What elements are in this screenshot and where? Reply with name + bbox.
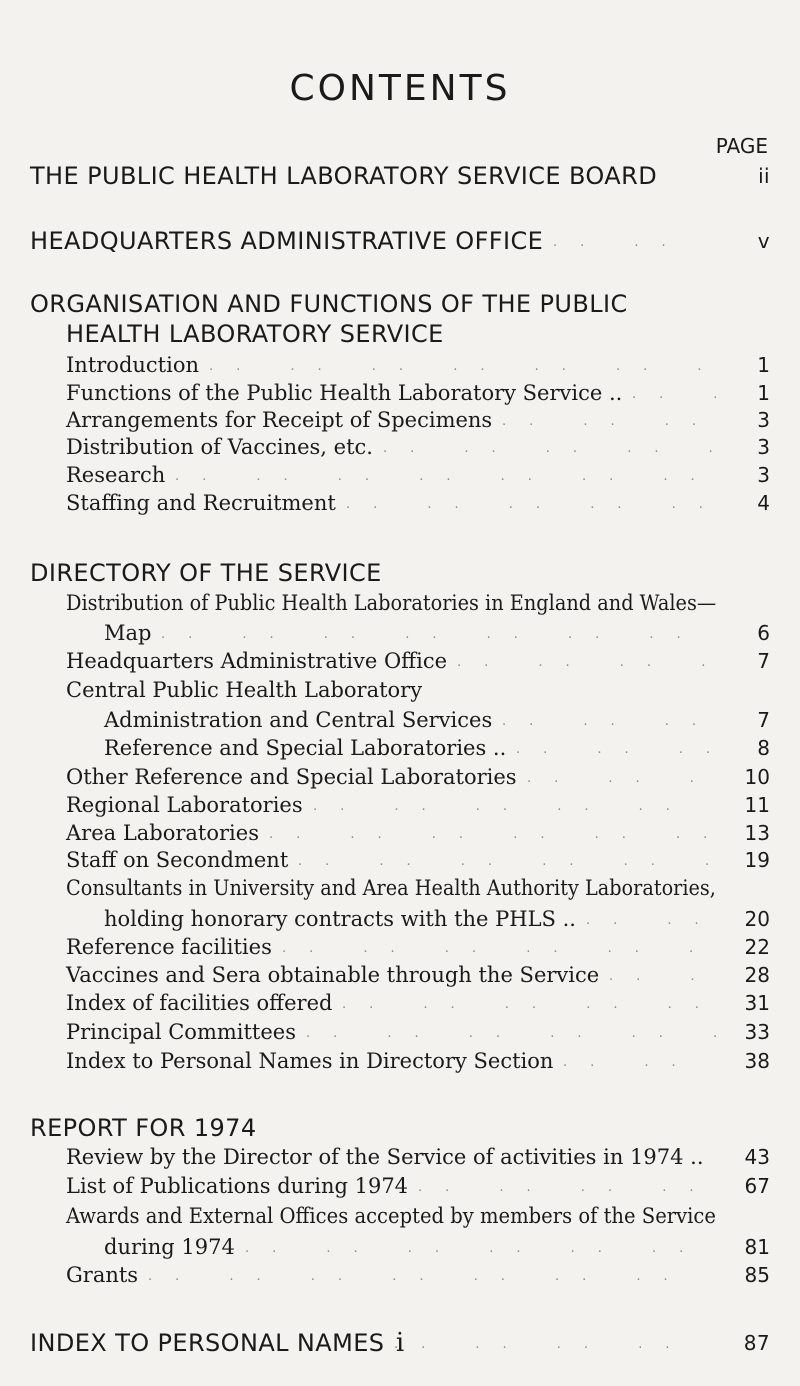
dot-leader — [496, 405, 716, 435]
page-number: 3 — [757, 408, 770, 432]
toc-entry — [0, 1260, 800, 1290]
dot-leader — [603, 960, 716, 990]
entry-title: Staff on Secondment — [66, 848, 289, 872]
dot-leader — [142, 1260, 716, 1290]
page-number: 43 — [744, 1145, 770, 1169]
page-title: CONTENTS — [289, 68, 511, 109]
entry-title: Introduction — [66, 353, 199, 377]
toc-section-heading — [0, 288, 800, 320]
dot-leader — [239, 1232, 716, 1262]
dot-leader — [580, 904, 716, 934]
toc-entry — [0, 378, 800, 408]
toc-entry — [0, 818, 800, 848]
entry-title: Reference facilities — [66, 935, 272, 959]
entry-title: Headquarters Administrative Office — [66, 649, 448, 673]
page-number-footer: i — [395, 1328, 405, 1358]
toc-section-heading — [0, 318, 800, 350]
entry-title: Consultants in University and Area Health Authority Laboratories, — [66, 876, 716, 900]
entry-title: Staffing and Recruitment — [66, 491, 336, 515]
toc-entry — [0, 488, 800, 518]
page-number: 67 — [744, 1174, 770, 1198]
dot-leader — [626, 378, 716, 408]
entry-title: Awards and External Offices accepted by members of the Service — [66, 1204, 716, 1228]
page-number: 3 — [757, 463, 770, 487]
section-title: HEADQUARTERS ADMINISTRATIVE OFFICE — [30, 227, 544, 255]
page-number: ii — [758, 164, 770, 188]
toc-entry — [0, 405, 800, 435]
page-number: 1 — [757, 353, 770, 377]
page-number: v — [757, 229, 770, 253]
dot-leader — [510, 733, 716, 763]
page-number: 20 — [744, 907, 770, 931]
entry-title: Central Public Health Laboratory — [66, 678, 423, 702]
toc-entry — [0, 705, 800, 735]
dot-leader — [557, 1046, 716, 1076]
entry-title: Index to Personal Names in Directory Section — [66, 1049, 554, 1073]
dot-leader — [300, 1017, 716, 1047]
toc-entry — [0, 932, 800, 962]
dot-leader — [521, 762, 716, 792]
entry-title: Distribution of Public Health Laboratories in England and Wales— — [66, 591, 717, 615]
toc-entry — [0, 588, 800, 618]
dot-leader — [451, 646, 716, 676]
toc-entry — [0, 960, 800, 990]
entry-title: Regional Laboratories — [66, 793, 303, 817]
toc-entry — [0, 1046, 800, 1076]
entry-title: Grants — [66, 1263, 139, 1287]
toc-entry — [0, 1232, 800, 1262]
entry-title: holding honorary contracts with the PHLS .. — [104, 907, 576, 931]
page-column-header: PAGE — [715, 134, 768, 158]
entry-title: Research — [66, 463, 166, 487]
dot-leader — [203, 350, 716, 380]
section-title: INDEX TO PERSONAL NAMES — [30, 1329, 385, 1357]
entry-title: Functions of the Public Health Laboratory Service .. — [66, 381, 623, 405]
toc-entry — [0, 904, 800, 934]
toc-entry — [0, 1142, 800, 1172]
entry-title: Vaccines and Sera obtainable through the Service — [66, 963, 600, 987]
entry-title: during 1974 — [104, 1235, 235, 1259]
dot-leader — [307, 790, 716, 820]
toc-entry — [0, 845, 800, 875]
toc-entry — [0, 790, 800, 820]
toc-entry — [0, 733, 800, 763]
page-number: 7 — [757, 708, 770, 732]
page-number: 13 — [744, 821, 770, 845]
page-number: 8 — [757, 736, 770, 760]
page-number: 81 — [744, 1235, 770, 1259]
toc-entry — [0, 873, 800, 903]
page-number: 1 — [757, 381, 770, 405]
entry-title: Area Laboratories — [66, 821, 259, 845]
toc-entry — [0, 618, 800, 648]
page-number: 31 — [744, 991, 770, 1015]
toc-entry — [0, 1201, 800, 1231]
entry-title: Administration and Central Services — [104, 708, 493, 732]
page-number: 38 — [744, 1049, 770, 1073]
toc-section-heading — [0, 557, 800, 589]
dot-leader — [547, 225, 716, 257]
page-number: 6 — [757, 621, 770, 645]
page-number: 11 — [744, 793, 770, 817]
section-title: ORGANISATION AND FUNCTIONS OF THE PUBLIC — [30, 290, 628, 318]
dot-leader — [155, 618, 716, 648]
toc-entry — [0, 646, 800, 676]
entry-title: Review by the Director of the Service of activities in 1974 .. — [66, 1145, 704, 1169]
toc-section-heading — [0, 1112, 800, 1144]
entry-title: Index of facilities offered — [66, 991, 333, 1015]
toc-entry — [0, 988, 800, 1018]
page-number: 28 — [744, 963, 770, 987]
dot-leader — [340, 488, 716, 518]
toc-entry — [0, 350, 800, 380]
toc-entry — [0, 432, 800, 462]
dot-leader — [412, 1171, 716, 1201]
section-title: THE PUBLIC HEALTH LABORATORY SERVICE BOARD — [30, 162, 658, 190]
toc-section-heading — [0, 225, 800, 257]
entry-title: Distribution of Vaccines, etc. — [66, 435, 373, 459]
page-number: 33 — [744, 1020, 770, 1044]
page-number: 3 — [757, 435, 770, 459]
toc-entry — [0, 1171, 800, 1201]
toc-entry — [0, 675, 800, 705]
toc-entry — [0, 460, 800, 490]
page-number: 19 — [744, 848, 770, 872]
dot-leader — [169, 460, 716, 490]
entry-title: Principal Committees — [66, 1020, 297, 1044]
entry-title: Other Reference and Special Laboratories — [66, 765, 517, 789]
dot-leader — [292, 845, 716, 875]
page-number: 4 — [757, 491, 770, 515]
dot-leader — [263, 818, 716, 848]
entry-title: Map — [104, 621, 152, 645]
entry-title: Arrangements for Receipt of Specimens — [66, 408, 493, 432]
page-number: 22 — [744, 935, 770, 959]
section-title: HEALTH LABORATORY SERVICE — [66, 320, 444, 348]
toc-entry — [0, 1017, 800, 1047]
toc-entry — [0, 762, 800, 792]
page-number: 85 — [744, 1263, 770, 1287]
dot-leader — [276, 932, 716, 962]
dot-leader — [496, 705, 716, 735]
entry-title: List of Publications during 1974 — [66, 1174, 409, 1198]
dot-leader — [336, 988, 716, 1018]
page-number: 87 — [743, 1331, 770, 1355]
section-title: DIRECTORY OF THE SERVICE — [30, 559, 382, 587]
dot-leader — [377, 432, 716, 462]
entry-title: Reference and Special Laboratories .. — [104, 736, 507, 760]
page-number: 10 — [744, 765, 770, 789]
page-number: 7 — [757, 649, 770, 673]
section-title: REPORT FOR 1974 — [30, 1114, 257, 1142]
toc-section-heading — [0, 160, 800, 192]
